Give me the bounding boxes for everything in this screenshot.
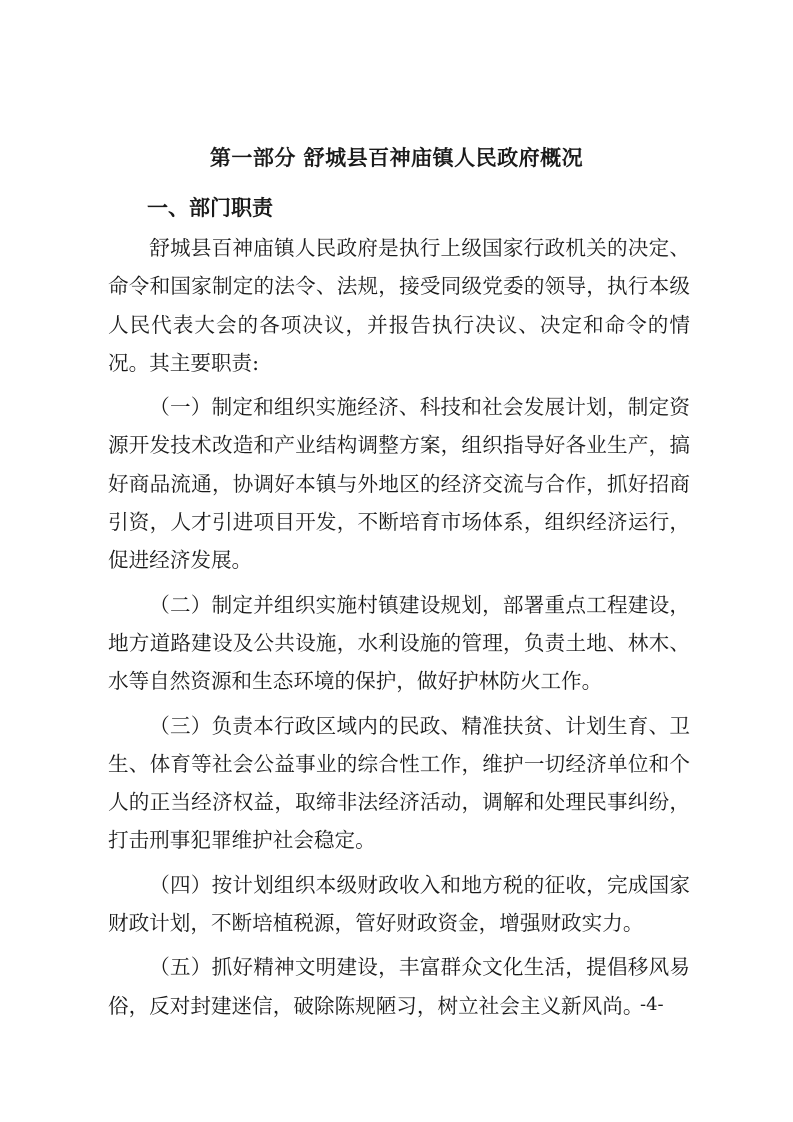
paragraph-duty-1: （一）制定和组织实施经济、科技和社会发展计划，制定资源开发技术改造和产业结构调整方案，组织指导好各业生产，搞好商品流通，协调好本镇与外地区的经济交流与合作，抓好招商引资，人才引进项目开发，不断培育市场体系，组织经济运行，促进经济发展。 bbox=[108, 395, 690, 573]
document-body bbox=[108, 229, 690, 1025]
paragraph-duty-4: （四）按计划组织本级财政收入和地方税的征收，完成国家财政计划，不断培植税源，管好财政资金，增强财政实力。 bbox=[108, 872, 690, 936]
page-title: 第一部分 舒城县百神庙镇人民政府概况 bbox=[209, 146, 584, 170]
page-number: -4- bbox=[640, 994, 664, 1015]
paragraph-duty-3: （三）负责本行政区域内的民政、精准扶贫、计划生育、卫生、体育等社会公益事业的综合性工作，维护一切经济单位和个人的正当经济权益，取缔非法经济活动，调解和处理民事纠纷，打击刑事犯罪维护社会稳定。 bbox=[108, 713, 690, 853]
paragraph-duty-5: （五）抓好精神文明建设，丰富群众文化生活，提倡移风易俗，反对封建迷信，破除陈规陋习，树立社会主义新风尚。 bbox=[108, 955, 690, 1018]
section-heading: 一、部门职责 bbox=[147, 196, 273, 220]
paragraph-intro: 舒城县百神庙镇人民政府是执行上级国家行政机关的决定、命令和国家制定的法令、法规，接受同级党委的领导，执行本级人民代表大会的各项决议，并报告执行决议、决定和命令的情况。其主要职责: bbox=[108, 236, 690, 375]
paragraph-duty-2: （二）制定并组织实施村镇建设规划，部署重点工程建设，地方道路建设及公共设施，水利设施的管理，负责土地、林木、水等自然资源和生态环境的保护，做好护林防火工作。 bbox=[108, 592, 690, 694]
